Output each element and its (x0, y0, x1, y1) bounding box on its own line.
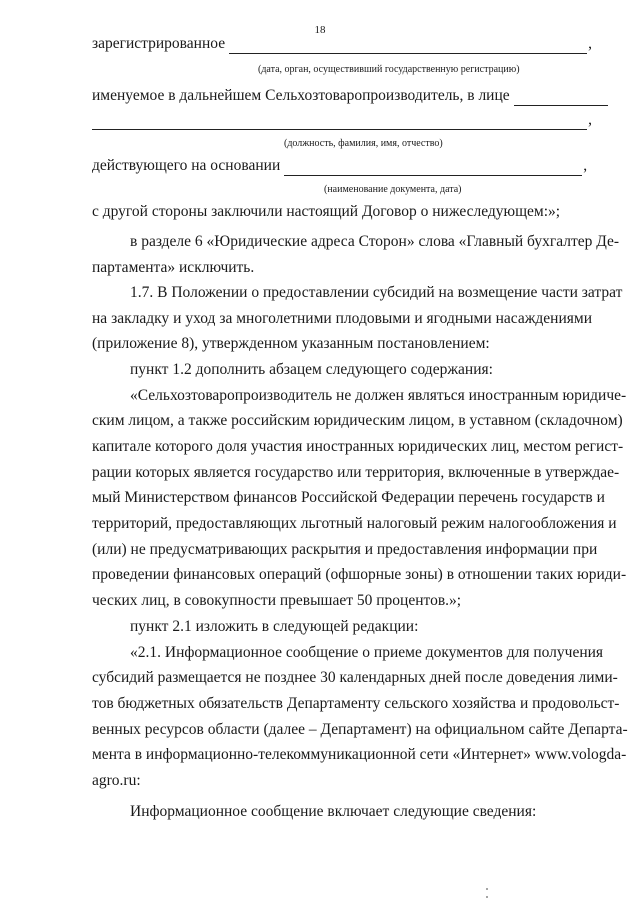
paragraph-line: проведении финансовых операций (офшорные зоны) в отношении таких юриди- (92, 566, 627, 583)
person-line (92, 110, 592, 130)
paragraph-line: пункт 1.2 дополнить абзацем следующего содержания: (130, 361, 493, 378)
paragraph-line: рации которых является государство или территория, включенные в утверждае- (92, 464, 620, 481)
acting-comma: , (583, 157, 588, 174)
person-hint: (должность, фамилия, имя, отчество) (284, 138, 443, 149)
paragraph-line: с другой стороны заключили настоящий Договор о нижеследующем:»; (92, 203, 561, 220)
named-blank (514, 91, 608, 106)
named-line (92, 86, 592, 106)
registered-blank (229, 39, 587, 54)
scan-speck (486, 888, 488, 890)
registered-line (92, 34, 592, 54)
paragraph-line: венных ресурсов области (далее – Департамент) на официальном сайте Департа- (92, 721, 628, 738)
page-number: 18 (314, 24, 326, 36)
registered-comma: , (588, 35, 592, 52)
paragraph-line: 1.7. В Положении о предоставлении субсидий на возмещение части затрат (130, 284, 623, 301)
scan-speck (486, 896, 488, 898)
paragraph-line: мента в информационно-телекоммуникационной сети «Интернет» www.vologda- (92, 746, 627, 763)
registered-label: зарегистрированное (92, 35, 226, 52)
paragraph-line: (или) не предусматривающих раскрытия и предоставления информации при (92, 541, 598, 558)
person-blank (92, 115, 587, 130)
paragraph-line: ческих лиц, в совокупности превышает 50 процентов.»; (92, 592, 462, 609)
paragraph-line: в разделе 6 «Юридические адреса Сторон» слова «Главный бухгалтер Де- (130, 233, 620, 250)
acting-blank (284, 161, 582, 176)
paragraph-line: мый Министерством финансов Российской Федерации перечень государств и (92, 489, 605, 506)
acting-line (92, 156, 592, 176)
acting-label: действующего на основании (92, 157, 281, 174)
paragraph-line: на закладку и уход за многолетними плодовыми и ягодными насаждениями (92, 310, 592, 327)
paragraph-line: (приложение 8), утвержденном указанным постановлением: (92, 335, 490, 352)
paragraph-line: Информационное сообщение включает следующие сведения: (130, 803, 537, 820)
registered-hint: (дата, орган, осуществивший государственную регистрацию) (258, 64, 520, 75)
named-label: именуемое в дальнейшем Сельхозтоваропроизводитель, в лице (92, 87, 510, 104)
paragraph-line: территорий, предоставляющих льготный налоговый режим налогообложения и (92, 515, 617, 532)
person-comma: , (588, 111, 592, 128)
paragraph-line: тов бюджетных обязательств Департаменту сельского хозяйства и продовольст- (92, 695, 620, 712)
paragraph-line: субсидий размещается не позднее 30 календарных дней после доведения лими- (92, 669, 618, 686)
paragraph-line: agro.ru: (92, 772, 141, 789)
paragraph-line: «2.1. Информационное сообщение о приеме документов для получения (130, 644, 604, 661)
paragraph-line: пункт 2.1 изложить в следующей редакции: (130, 618, 419, 635)
paragraph-line: капитале которого доля участия иностранных юридических лиц, местом регист- (92, 438, 624, 455)
paragraph-line: «Сельхозтоваропроизводитель не должен являться иностранным юридиче- (130, 387, 627, 404)
document-hint: (наименование документа, дата) (324, 184, 462, 195)
paragraph-line: ским лицом, а также российским юридическим лицом, в уставном (складочном) (92, 412, 623, 429)
paragraph-line: партамента» исключить. (92, 259, 255, 276)
